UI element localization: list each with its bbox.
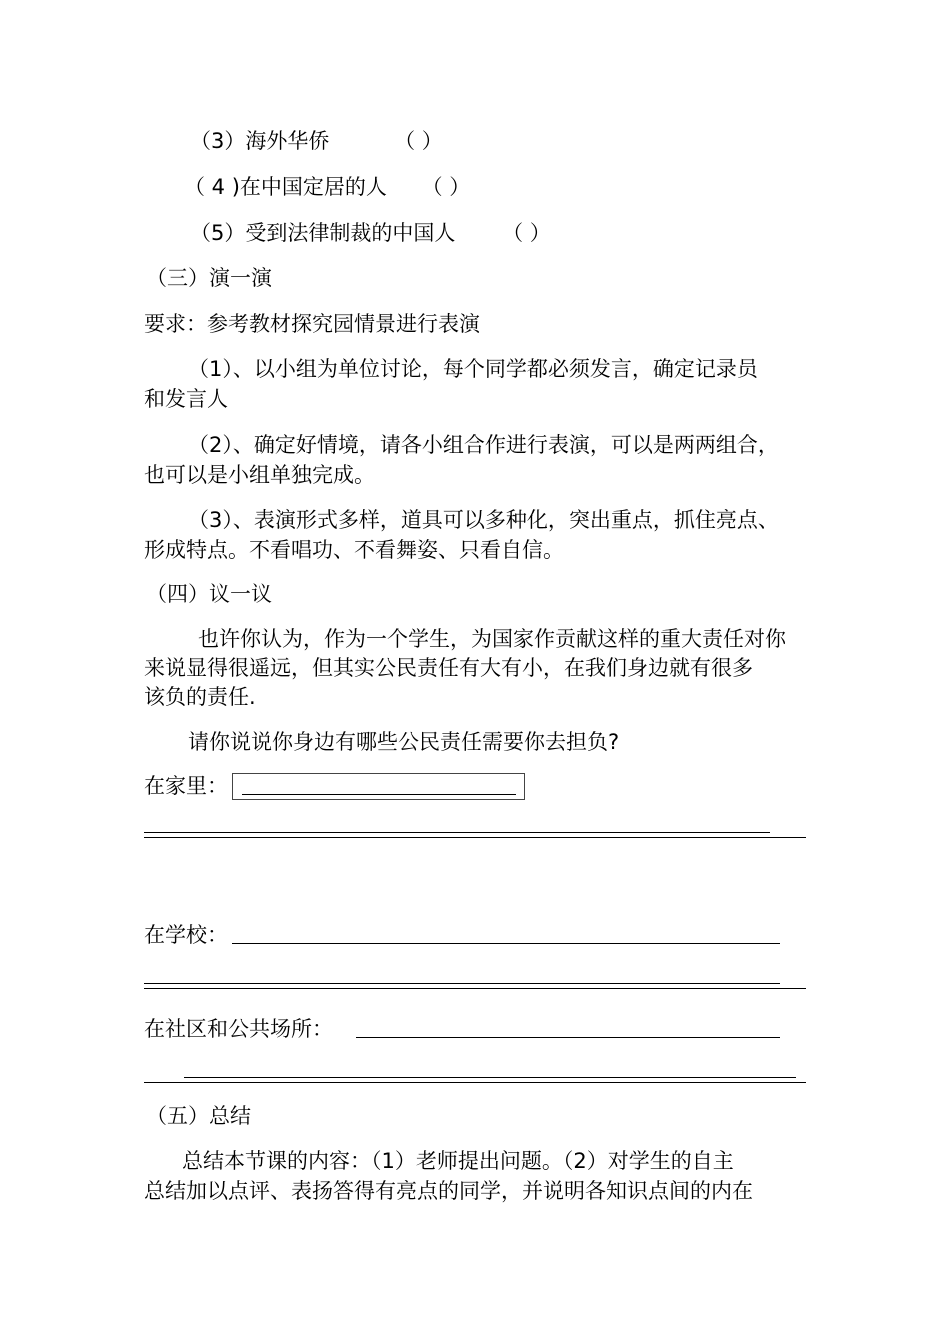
section-4-para-line2: 来说显得很遥远，但其实公民责任有大有小，在我们身边就有很多 (144, 656, 753, 680)
community-answer-line-2a (184, 1077, 796, 1078)
item-5-answer-bracket: （ ） (502, 221, 551, 245)
section-3-requirement: 要求：参考教材探究园情景进行表演 (144, 312, 480, 336)
school-answer-line[interactable] (232, 943, 780, 944)
item-4-answer-bracket: （ ） (421, 175, 471, 199)
community-answer-line[interactable] (356, 1037, 780, 1038)
school-answer-line-2a (144, 983, 780, 984)
item-4-label: （ 4 )在中国定居的人 (184, 175, 387, 199)
section-5-para-line2: 总结加以点评、表扬答得有亮点的同学，并说明各知识点间的内在 (144, 1179, 753, 1203)
item-5 (190, 218, 551, 248)
section-4-prompt: 请你说说你身边有哪些公民责任需要你去担负? (188, 730, 620, 754)
school-answer-line-2b (144, 988, 806, 989)
home-answer-box[interactable] (232, 773, 525, 800)
item-5-label: （5）受到法律制裁的中国人 (190, 221, 456, 245)
section-4-para-line3: 该负的责任. (144, 685, 256, 709)
item-3-answer-bracket: （ ） (394, 129, 443, 153)
home-answer-line-2a (144, 832, 770, 833)
section-5-para-line1: 总结本节课的内容：（1）老师提出问题。（2）对学生的自主 (182, 1149, 734, 1173)
home-answer-line (242, 794, 516, 795)
item-3-label: （3）海外华侨 (190, 129, 330, 153)
item-3 (190, 126, 443, 156)
section-3-req2-line1: （2）、确定好情境，请各小组合作进行表演，可以是两两组合， (188, 433, 779, 457)
section-5-heading: （五）总结 (146, 1104, 251, 1128)
section-3-req3-line2: 形成特点。不看唱功、不看舞姿、只看自信。 (144, 538, 564, 562)
section-3-req1-line2: 和发言人 (144, 387, 228, 411)
community-answer-line-2b (144, 1082, 806, 1083)
section-3-req3-line1: （3）、表演形式多样，道具可以多种化，突出重点，抓住亮点、 (188, 508, 779, 532)
home-label: 在家里： (144, 774, 228, 798)
home-answer-line-2b (144, 837, 806, 838)
section-3-req2-line2: 也可以是小组单独完成。 (144, 463, 375, 487)
item-4 (184, 172, 470, 202)
school-label: 在学校： (144, 923, 228, 947)
community-label: 在社区和公共场所： (144, 1017, 333, 1041)
section-4-para-line1: 也许你认为，作为一个学生，为国家作贡献这样的重大责任对你 (198, 627, 786, 651)
section-4-heading: （四）议一议 (146, 582, 272, 606)
section-3-req1-line1: （1）、以小组为单位讨论，每个同学都必须发言，确定记录员 (188, 357, 758, 381)
section-3-heading: （三）演一演 (146, 266, 272, 290)
